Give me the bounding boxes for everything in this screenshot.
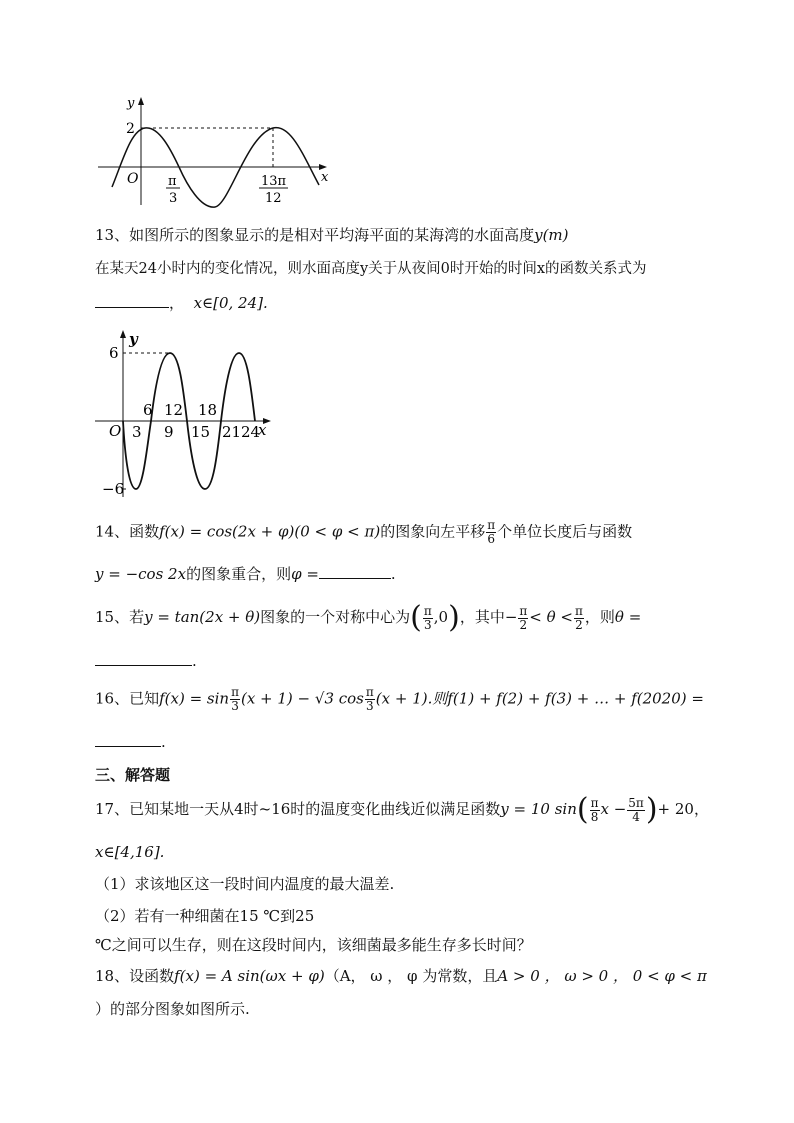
q13-line1 [95, 225, 569, 245]
q17-num1: π [590, 795, 599, 810]
q14-frac-den: 6 [487, 532, 495, 546]
q17-paren-right: ) [645, 792, 658, 827]
graph-a [95, 95, 340, 210]
q17-frac2 [627, 797, 645, 824]
graph-b-tick-9: 9 [164, 423, 174, 441]
q17-sub2-cont: ℃之间可以生存，则在这段时间内，该细菌最多能生存多长时间？ [95, 936, 532, 954]
graph-a-x-label: x [321, 170, 329, 185]
q13-text: 13、如图所示的图象显示的是相对平均海平面的某海湾的水面高度 [95, 226, 535, 244]
q14-end: . [390, 565, 396, 583]
q17-den2: 4 [632, 809, 640, 824]
q14-text-a: 的图象向左平移 [380, 522, 486, 541]
q15-center-den: 3 [424, 617, 432, 632]
q16-func-c: (x + 1).则 [375, 689, 448, 708]
graph-b-tick-15: 15 [191, 423, 211, 441]
q13-comma: ， [169, 294, 185, 312]
q15-center-num: π [423, 603, 432, 618]
q13-line3 [95, 292, 268, 313]
q16-line1 [95, 686, 704, 713]
q18-text-a: （A， ω ， φ 为常数，且 [324, 967, 498, 985]
q16-num2: π [365, 685, 374, 699]
q13-line2: 在某天24小时内的变化情况，则水面高度y关于从夜间0时开始的时间x的函数关系式为 [95, 261, 647, 277]
graph-b-y-arrow [120, 330, 126, 338]
q15-range-num2: π [575, 603, 583, 618]
q14-text-c: 的图象重合，则 [186, 565, 292, 583]
q16-den2: 3 [366, 699, 374, 713]
q15-text-a: 图象的一个对称中心为 [260, 608, 411, 626]
q15-text-c: ，则 [584, 608, 615, 626]
q17-func-a: y = 10 sin [500, 800, 577, 818]
q15-line2 [95, 650, 197, 671]
q16-num1: π [231, 685, 239, 699]
q15-range-frac1 [518, 605, 528, 632]
q14-fraction [486, 519, 496, 546]
q16-frac2 [365, 686, 375, 713]
q17-func-c: + 20， [657, 800, 709, 818]
q16-line2 [95, 731, 166, 752]
q15-answer-blank[interactable] [95, 650, 192, 666]
q15-range-mid: < θ < [529, 608, 574, 626]
q17-sub1: （1）求该地区这一段时间内温度的最大温差. [95, 875, 395, 893]
graph-b-origin: O [109, 422, 122, 440]
q15-paren-right: ) [448, 600, 460, 635]
q18-line1 [95, 966, 707, 986]
q15-text-b: ，其中 [459, 608, 505, 626]
q18-line2: ）的部分图象如图所示. [95, 1000, 250, 1018]
q13-domain: x∈[0, 24]. [193, 294, 268, 312]
q16-label: 16、已知 [95, 689, 160, 708]
q15-paren-left: ( [410, 600, 422, 635]
graph-b-y-max: 6 [109, 344, 119, 362]
graph-b-tick-3: 3 [132, 423, 142, 441]
graph-a-tick-12: 12 [265, 191, 282, 206]
q15-minus: − [504, 608, 518, 626]
q17-sub2: （2）若有一种细菌在15 ℃到25 [95, 907, 315, 925]
graph-b [95, 327, 285, 499]
q16-func-a: f(x) = sin [159, 689, 230, 708]
graph-a-tick-3: 3 [169, 191, 178, 206]
q13-var: y(m) [534, 226, 569, 244]
q15-range-den1: 2 [519, 617, 528, 632]
graph-b-x-label: x [258, 421, 267, 439]
q16-answer-blank[interactable] [95, 731, 161, 747]
graph-b-tick-6: 6 [143, 401, 153, 419]
q14-line2 [95, 563, 396, 584]
q15-center-rest: ,0 [433, 608, 449, 626]
q16-func-b: (x + 1) − √3 cos [240, 689, 364, 708]
q14-text-b: 个单位长度后与函数 [497, 522, 633, 541]
q15-center-frac [423, 605, 433, 632]
graph-a-tick-13pi: 13π [261, 174, 287, 189]
q15-end: . [192, 652, 197, 670]
q18-label: 18、设函数 [95, 967, 175, 985]
graph-b-tick-24: 24 [241, 423, 261, 441]
q16-end: . [161, 733, 166, 751]
q14-frac-num: π [487, 518, 496, 532]
q18-func: f(x) = A sin(ωx + φ) [174, 967, 325, 985]
graph-a-origin: O [127, 171, 139, 187]
q15-line1 [95, 600, 642, 635]
q17-text: 17、已知某地一天从4时~16时的温度变化曲线近似满足函数 [95, 800, 501, 818]
q17-line1 [95, 792, 709, 827]
graph-a-y-label: y [127, 96, 135, 111]
graph-b-y-label: y [129, 330, 138, 348]
q14-var: φ = [291, 565, 319, 583]
q14-label: 14、函数 [95, 522, 160, 541]
q15-range-num1: π [519, 603, 528, 618]
q17-domain: x∈[4,16]. [95, 843, 165, 861]
q17-frac1 [590, 797, 600, 824]
graph-b-tick-18: 18 [198, 401, 218, 419]
q14-func: f(x) = cos(2x + φ)(0 < φ < π) [159, 522, 381, 541]
q17-paren-left: ( [576, 792, 589, 827]
section-heading: 三、解答题 [95, 766, 171, 784]
graph-a-y-arrow [138, 97, 144, 105]
q17-den1: 8 [590, 809, 599, 824]
q15-label: 15、若 [95, 608, 145, 626]
q17-num2: 5π [628, 795, 644, 810]
q15-range-frac2 [574, 605, 584, 632]
q18-cond: A > 0 ， ω > 0 ， 0 < φ < π [497, 967, 707, 985]
q15-func: y = tan(2x + θ) [144, 608, 261, 626]
graph-b-y-min: −6 [102, 480, 125, 498]
graph-a-peak-label: 2 [126, 121, 135, 137]
q14-answer-blank[interactable] [319, 563, 391, 579]
q14-func2: y = −cos 2x [95, 565, 187, 583]
graph-a-tick-pi: π [168, 174, 177, 189]
q13-answer-blank[interactable] [95, 292, 169, 308]
q16-den1: 3 [231, 699, 239, 713]
q15-range-den2: 2 [575, 617, 583, 632]
q15-var: θ = [614, 608, 642, 626]
q16-frac1 [230, 686, 240, 713]
graph-b-tick-21: 21 [222, 423, 242, 441]
q17-func-b: x − [600, 800, 627, 818]
q14-line1 [95, 519, 632, 546]
graph-b-tick-12: 12 [164, 401, 184, 419]
q16-sum: f(1) + f(2) + f(3) + … + f(2020) = [447, 689, 704, 708]
